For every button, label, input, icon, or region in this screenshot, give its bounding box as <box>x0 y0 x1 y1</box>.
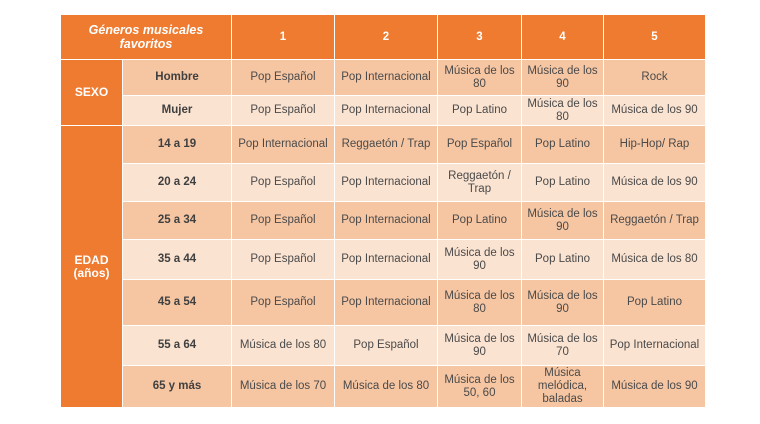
table-cell: Música melódica, baladas <box>522 366 604 408</box>
table-row <box>61 164 706 202</box>
table-cell: Pop Español <box>232 202 335 240</box>
table-cell: Pop Español <box>335 326 438 366</box>
table-cell: Pop Internacional <box>604 326 706 366</box>
row-label: 35 a 44 <box>123 240 232 280</box>
table-cell: Pop Internacional <box>335 280 438 326</box>
table-cell: Pop Latino <box>438 96 522 126</box>
table-row <box>61 60 706 96</box>
table-cell: Música de los 90 <box>438 326 522 366</box>
column-header: 1 <box>232 15 335 60</box>
table-cell: Música de los 90 <box>522 202 604 240</box>
table-cell: Música de los 80 <box>335 366 438 408</box>
table-cell: Pop Internacional <box>335 60 438 96</box>
table-cell: Música de los 80 <box>522 96 604 126</box>
row-label: 25 a 34 <box>123 202 232 240</box>
table-cell: Música de los 90 <box>604 96 706 126</box>
table-cell: Pop Latino <box>522 240 604 280</box>
row-label: 20 a 24 <box>123 164 232 202</box>
table-title: Géneros musicales favoritos <box>61 15 232 60</box>
table-cell: Pop Internacional <box>232 126 335 164</box>
row-label: Hombre <box>123 60 232 96</box>
table-cell: Música de los 50, 60 <box>438 366 522 408</box>
table-cell: Pop Latino <box>522 164 604 202</box>
group-label-sexo: SEXO <box>61 60 123 126</box>
table-cell: Reggaetón / Trap <box>438 164 522 202</box>
table-cell: Hip-Hop/ Rap <box>604 126 706 164</box>
table-cell: Pop Español <box>232 60 335 96</box>
table-cell: Pop Internacional <box>335 164 438 202</box>
table-cell: Música de los 80 <box>438 280 522 326</box>
table-cell: Pop Latino <box>522 126 604 164</box>
table-cell: Pop Latino <box>438 202 522 240</box>
table-cell: Pop Español <box>232 164 335 202</box>
table-cell: Reggaetón / Trap <box>604 202 706 240</box>
column-header: 4 <box>522 15 604 60</box>
table-cell: Pop Internacional <box>335 202 438 240</box>
table-cell: Música de los 80 <box>232 326 335 366</box>
table-cell: Reggaetón / Trap <box>335 126 438 164</box>
table-row <box>61 96 706 126</box>
group-label-edad: EDAD (años) <box>61 126 123 408</box>
table-cell: Música de los 70 <box>232 366 335 408</box>
table-cell: Música de los 80 <box>438 60 522 96</box>
table-cell: Música de los 70 <box>522 326 604 366</box>
table-cell: Pop Español <box>232 96 335 126</box>
music-genres-table <box>60 14 706 408</box>
column-header: 2 <box>335 15 438 60</box>
row-label: 55 a 64 <box>123 326 232 366</box>
table-cell: Música de los 80 <box>604 240 706 280</box>
table-cell: Rock <box>604 60 706 96</box>
table-cell: Pop Latino <box>604 280 706 326</box>
row-label: 45 a 54 <box>123 280 232 326</box>
table-row <box>61 202 706 240</box>
column-header: 3 <box>438 15 522 60</box>
table-cell: Pop Español <box>438 126 522 164</box>
row-label: 65 y más <box>123 366 232 408</box>
table-row <box>61 240 706 280</box>
column-header: 5 <box>604 15 706 60</box>
table-row <box>61 366 706 408</box>
row-label: 14 a 19 <box>123 126 232 164</box>
header-row <box>61 15 706 60</box>
table-cell: Música de los 90 <box>522 60 604 96</box>
table-cell: Música de los 90 <box>604 366 706 408</box>
table-cell: Música de los 90 <box>522 280 604 326</box>
table-cell: Pop Internacional <box>335 96 438 126</box>
table-row <box>61 126 706 164</box>
table-cell: Pop Español <box>232 240 335 280</box>
table-row <box>61 326 706 366</box>
table-cell: Pop Español <box>232 280 335 326</box>
table-cell: Pop Internacional <box>335 240 438 280</box>
table-cell: Música de los 90 <box>604 164 706 202</box>
table-row <box>61 280 706 326</box>
row-label: Mujer <box>123 96 232 126</box>
table-cell: Música de los 90 <box>438 240 522 280</box>
